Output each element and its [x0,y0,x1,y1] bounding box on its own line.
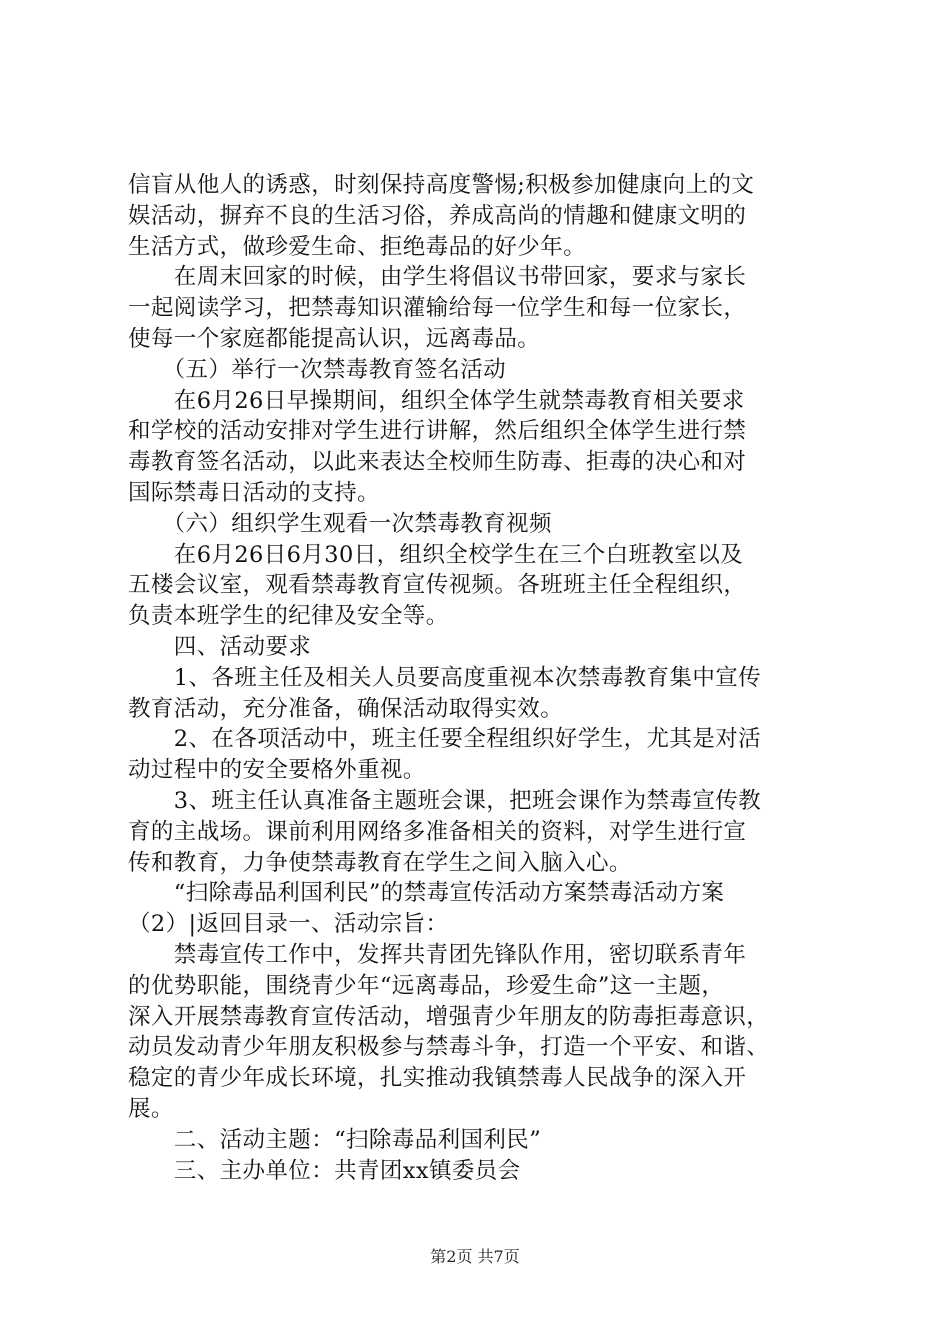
text-line: 负责本班学生的纪律及安全等。 [128,603,449,630]
text-line: 国际禁毒日活动的支持。 [128,479,380,506]
text-line: 动员发动青少年朋友积极参与禁毒斗争，打造一个平安、和谐、 [128,1034,770,1061]
text-line: 稳定的青少年成长环境，扎实推动我镇禁毒人民战争的深入开 [128,1065,747,1092]
text-line: 2、在各项活动中，班主任要全程组织好学生，尤其是对活 [128,726,762,753]
text-line: 二、活动主题：“扫除毒品利国利民” [128,1126,542,1153]
text-line: 娱活动，摒弃不良的生活习俗，养成高尚的情趣和健康文明的 [128,202,747,229]
text-line: 教育活动，充分准备，确保活动取得实效。 [128,695,564,722]
text-line: 三、主办单位：共青团xx镇委员会 [128,1157,521,1184]
text-line: 生活方式，做珍爱生命、拒绝毒品的好少年。 [128,233,587,260]
text-line: 信盲从他人的诱惑，时刻保持高度警惕;积极参加健康向上的文 [128,172,755,198]
text-line: 在6月26日早操期间，组织全体学生就禁毒教育相关要求 [128,387,745,414]
text-line: “扫除毒品利国利民”的禁毒宣传活动方案禁毒活动方案 [128,880,725,907]
text-line: 在周末回家的时候，由学生将倡议书带回家，要求与家长 [128,264,747,291]
document-body [128,170,828,1186]
text-line: 深入开展禁毒教育宣传活动，增强青少年朋友的防毒拒毒意识， [128,1003,770,1030]
text-line: 毒教育签名活动，以此来表达全校师生防毒、拒毒的决心和对 [128,449,747,476]
text-line: （2）|返回目录一、活动宗旨： [128,911,449,938]
text-line: 3、班主任认真准备主题班会课，把班会课作为禁毒宣传教 [128,787,762,814]
page-footer: 第2页 共7页 [430,1247,520,1266]
text-line: 使每一个家庭都能提高认识，远离毒品。 [128,325,541,352]
text-line: （五）举行一次禁毒教育签名活动 [128,356,507,383]
text-line: 一起阅读学习，把禁毒知识灌输给每一位学生和每一位家长， [128,295,747,322]
text-line: （六）组织学生观看一次禁毒教育视频 [128,510,552,537]
text-line: 在6月26日6月30日，组织全校学生在三个白班教室以及 [128,541,743,568]
text-line: 五楼会议室，观看禁毒教育宣传视频。各班班主任全程组织， [128,572,747,599]
text-line: 1、各班主任及相关人员要高度重视本次禁毒教育集中宣传 [128,664,762,691]
text-line: 传和教育，力争使禁毒教育在学生之间入脑入心。 [128,849,632,876]
text-line: 展。 [128,1095,174,1122]
text-line: 的优势职能，围绕青少年“远离毒品，珍爱生命”这一主题， [128,972,725,999]
text-line: 和学校的活动安排对学生进行讲解，然后组织全体学生进行禁 [128,418,747,445]
text-line: 禁毒宣传工作中，发挥共青团先锋队作用，密切联系青年 [128,941,747,968]
text-line: 动过程中的安全要格外重视。 [128,757,426,784]
text-line: 育的主战场。课前利用网络多准备相关的资料，对学生进行宣 [128,818,747,845]
text-line: 四、活动要求 [128,633,312,660]
